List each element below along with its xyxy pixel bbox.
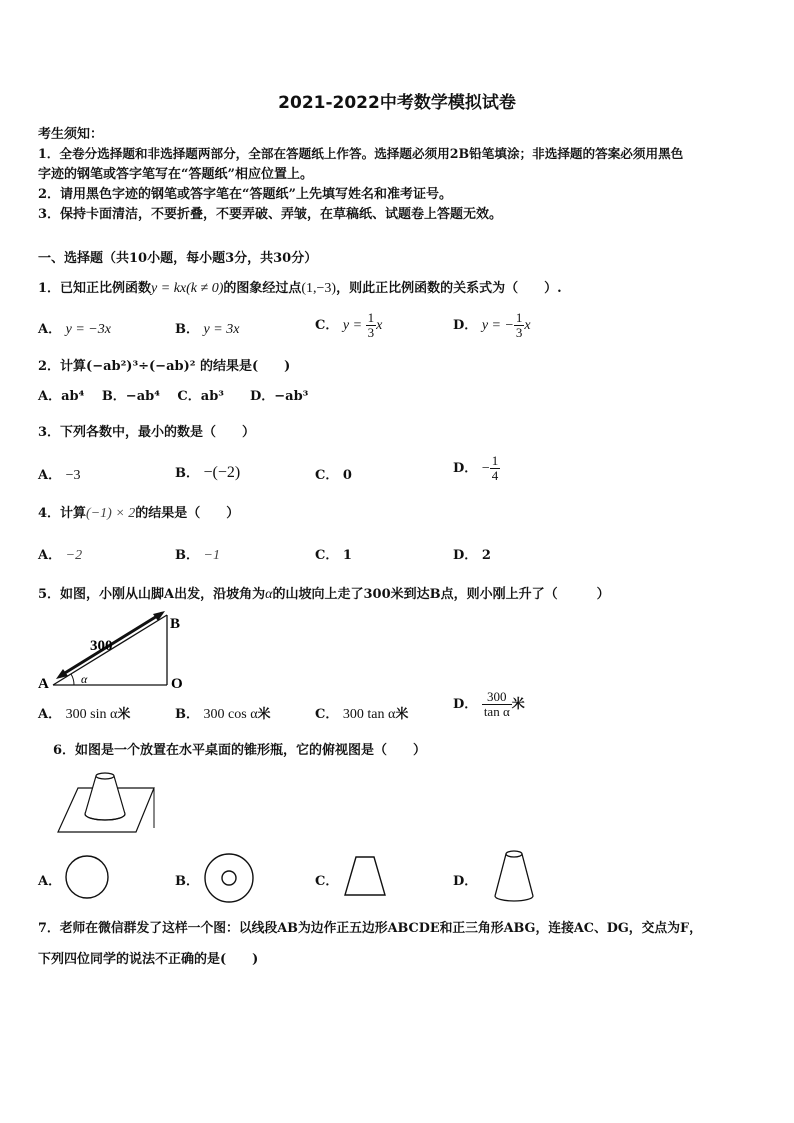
- q1-prefix: 1．已知正比例函数: [38, 281, 152, 296]
- option-expr: 2: [481, 548, 491, 563]
- option-label: C．: [315, 318, 339, 333]
- q6-option-b-label: B．: [175, 874, 199, 889]
- slope-triangle-figure: [34, 608, 194, 692]
- option-expr: y = −3x: [65, 322, 111, 337]
- arrow-head-b: [153, 611, 165, 621]
- q1-suffix: ，则此正比例函数的关系式为（ ）.: [336, 281, 562, 296]
- q6-option-b-figure: [201, 850, 257, 906]
- option-label: A．: [38, 468, 62, 483]
- option-label: B．: [175, 466, 199, 481]
- q6-option-d-figure: [490, 848, 538, 904]
- cone-right: [522, 854, 533, 896]
- q1-option-a: [38, 318, 111, 338]
- q5-option-b: [175, 703, 271, 723]
- q3-option-a: [38, 464, 81, 484]
- option-expr: 300 tan α: [342, 707, 396, 722]
- notice-line-1a: 1．全卷分选择题和非选择题两部分，全部在答题纸上作答。选择题必须用2B铅笔填涂；非选择题的答案必须用黑色: [38, 146, 684, 161]
- section-heading: 一、选择题（共10小题，每小题3分，共30分）: [38, 251, 318, 266]
- circle-shape: [66, 856, 108, 898]
- trapezoid-shape: [345, 857, 385, 895]
- q4-option-d: [453, 544, 491, 563]
- option-unit: 米: [511, 697, 525, 712]
- q4-prefix: 4．计算: [38, 506, 87, 521]
- q4-option-a: [38, 544, 82, 564]
- option-unit: 米: [117, 707, 131, 722]
- inner-circle: [222, 871, 236, 885]
- fraction: [490, 454, 501, 483]
- fraction-numerator: 1: [491, 453, 499, 468]
- question-5-stem: [38, 583, 610, 603]
- option-expr: y = 3x: [203, 322, 240, 337]
- q4-option-b: [175, 544, 220, 564]
- option-label: A．: [38, 707, 62, 722]
- fraction: [514, 311, 525, 340]
- option-label: D．: [453, 548, 478, 563]
- q6-option-a-figure: [62, 852, 112, 902]
- notice-line-3: 3．保持卡面清洁，不要折叠，不要弄破、弄皱，在草稿纸、试题卷上答题无效。: [38, 207, 503, 222]
- option-expr: 300 cos α: [203, 707, 258, 722]
- q5-option-c: [315, 703, 408, 723]
- q1-option-b: [175, 318, 239, 338]
- q1-option-d: [453, 311, 531, 340]
- fraction-denominator: 3: [515, 325, 523, 340]
- option-expr: −(−2): [203, 464, 241, 481]
- q5-alpha: α: [265, 587, 273, 602]
- q6-option-c-label: C．: [315, 874, 339, 889]
- option-unit: 米: [395, 707, 409, 722]
- angle-arc: [71, 674, 74, 685]
- q4-suffix: 的结果是（ ）: [135, 506, 240, 521]
- q3-option-d: [453, 454, 500, 483]
- option-label: A．: [38, 548, 62, 563]
- q5-option-d: [453, 690, 525, 719]
- q6-option-c-figure: [340, 853, 390, 899]
- option-expr: 300 sin α: [65, 707, 118, 722]
- option-label: D．: [453, 318, 478, 333]
- option-label: C．: [315, 707, 339, 722]
- fraction-denominator: tan α: [483, 704, 510, 719]
- option-unit: 米: [257, 707, 271, 722]
- q1-mid: 的图象经过点: [223, 281, 302, 296]
- fraction-denominator: 3: [367, 325, 375, 340]
- option-expr: −3: [65, 468, 81, 483]
- fraction-numerator: 300: [482, 690, 512, 705]
- outer-circle: [205, 854, 253, 902]
- q4-expression: (−1) × 2: [86, 506, 136, 521]
- q6-option-a-label: A．: [38, 874, 62, 889]
- conical-flask-on-table-figure: [56, 770, 158, 838]
- option-expr-tail: x: [524, 318, 531, 333]
- fraction-denominator: 4: [491, 468, 499, 483]
- option-label: B．: [175, 548, 199, 563]
- option-expr: −2: [65, 548, 83, 563]
- option-expr: 0: [342, 468, 352, 483]
- option-label: A．: [38, 322, 62, 337]
- q5-suffix: 的山坡向上走了300米到达B点，则小刚上升了（ ）: [272, 587, 610, 602]
- flask-top: [96, 773, 114, 779]
- question-7-line-2: 下列四位同学的说法不正确的是( ): [38, 952, 259, 967]
- question-1-stem: [38, 277, 562, 297]
- q3-option-c: [315, 464, 352, 483]
- question-7-line-1: 7．老师在微信群发了这样一个图：以线段AB为边作正五边形ABCDE和正三角形ABG，连接AC、DG，交点为F，: [38, 921, 702, 936]
- fraction-numerator: 1: [515, 310, 523, 325]
- point-b-label: B: [170, 616, 181, 632]
- q1-function: y = kx(k ≠ 0): [151, 281, 224, 296]
- option-expr: y =: [342, 318, 366, 333]
- cone-top: [506, 851, 522, 857]
- option-expr: y = −: [481, 318, 514, 333]
- cone-base: [495, 896, 533, 901]
- option-expr-tail: x: [376, 318, 383, 333]
- notice-line-1b: 字迹的钢笔或答字笔写在“答题纸”相应位置上。: [38, 167, 313, 182]
- page-title: 2021-2022中考数学模拟试卷: [278, 93, 516, 113]
- option-label: B．: [175, 322, 199, 337]
- option-label: C．: [315, 468, 339, 483]
- option-expr: −: [481, 461, 490, 476]
- question-3-stem: 3．下列各数中，最小的数是（ ）: [38, 425, 256, 440]
- q3-option-b: [175, 462, 240, 482]
- q5-option-a: [38, 703, 130, 723]
- q6-option-d-label: D．: [453, 874, 478, 889]
- fraction: [482, 690, 512, 719]
- q4-option-c: [315, 544, 352, 563]
- option-label: C．: [315, 548, 339, 563]
- option-label: B．: [175, 707, 199, 722]
- option-label: D．: [453, 461, 478, 476]
- point-o-label: O: [171, 676, 183, 692]
- q1-point: (1,−3): [301, 281, 337, 296]
- notice-heading: 考生须知：: [38, 127, 104, 142]
- question-2-stem: 2．计算(−ab²)³÷(−ab)² 的结果是( ): [38, 359, 291, 374]
- option-label: D．: [453, 697, 478, 712]
- point-a-label: A: [38, 676, 49, 692]
- cone-left: [495, 854, 506, 896]
- notice-line-2: 2．请用黑色字迹的钢笔或答字笔在“答题纸”上先填写姓名和准考证号。: [38, 187, 453, 202]
- option-expr: 1: [342, 548, 352, 563]
- question-6-stem: 6．如图是一个放置在水平桌面的锥形瓶，它的俯视图是（ ）: [53, 743, 427, 758]
- fraction-numerator: 1: [367, 310, 375, 325]
- question-2-options: A．ab⁴ B．−ab⁴ C．ab³ D．−ab³: [38, 389, 309, 404]
- angle-label: α: [81, 672, 88, 686]
- question-4-stem: [38, 502, 239, 522]
- option-expr: −1: [203, 548, 220, 563]
- q1-option-c: [315, 311, 382, 340]
- fraction: [366, 311, 377, 340]
- q5-prefix: 5．如图，小刚从山脚A出发，沿坡角为: [38, 587, 266, 602]
- length-label: 300: [90, 638, 113, 654]
